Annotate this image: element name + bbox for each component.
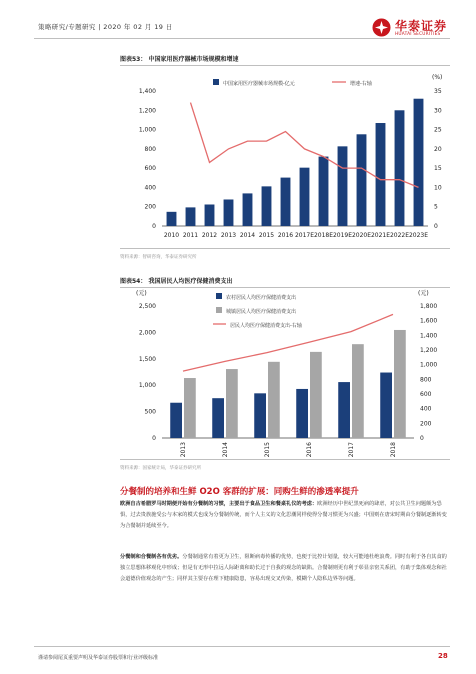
footer-disclaimer: 谨请参阅尾页重要声明及华泰证券股票和行业评级标准	[38, 655, 159, 661]
y-right-tick-label: 5	[434, 203, 438, 211]
y-left-tick-label: 2,000	[138, 329, 156, 337]
bar-rural-spending	[338, 382, 350, 438]
x-tick-label: 2015	[264, 442, 271, 458]
bar-rural-spending	[212, 398, 224, 438]
bar-rural-spending	[380, 373, 392, 438]
figure-54-caption: 我国居民人均医疗保健消费支出	[148, 278, 233, 285]
y-left-tick-label: 1,000	[138, 126, 156, 134]
y-right-tick-label: 1,000	[420, 361, 438, 369]
y-left-tick-label: 500	[144, 408, 156, 416]
y-left-tick-label: 400	[144, 184, 156, 192]
x-tick-label: 2010	[163, 232, 180, 239]
bar-urban-spending	[394, 330, 406, 438]
x-tick-label: 2016	[306, 442, 313, 458]
y-right-tick-label: 10	[434, 184, 442, 192]
y-left-tick-label: 1,000	[138, 382, 156, 390]
figure-53-source: 资料来源：智研咨询，华泰证券研究所	[120, 255, 197, 260]
y-right-unit: (元)	[418, 290, 429, 297]
legend-label-market-size: 中国家用医疗器械市场规模-亿元	[223, 81, 295, 87]
bar-rural-spending	[296, 389, 308, 438]
x-tick-label: 2013	[180, 442, 187, 458]
y-right-tick-label: 1,400	[420, 332, 438, 340]
footer-divider	[34, 646, 450, 647]
y-right-tick-label: 30	[434, 107, 442, 115]
y-left-tick-label: 1,400	[138, 88, 156, 95]
x-tick-label: 2018E	[313, 232, 334, 239]
x-tick-label: 2023E	[408, 232, 429, 239]
legend-swatch-rural	[216, 293, 222, 299]
x-tick-label: 2020E	[351, 232, 372, 239]
x-tick-label: 2019E	[332, 232, 353, 239]
x-tick-label: 2017	[348, 442, 355, 458]
y-right-tick-label: 0	[420, 435, 424, 442]
bar-rural-spending	[170, 403, 182, 438]
x-tick-label: 2011	[182, 232, 199, 239]
y-left-tick-label: 1,200	[138, 107, 156, 115]
x-tick-label: 2018	[390, 442, 397, 458]
legend-label-average: 居民人均医疗保健消费支出-右轴	[230, 323, 302, 329]
paragraph-1	[120, 499, 450, 532]
y-left-tick-label: 600	[144, 165, 156, 173]
bar-urban-spending	[268, 362, 280, 438]
y-right-tick-label: 0	[434, 223, 438, 230]
y-left-tick-label: 0	[152, 223, 156, 230]
y-right-tick-label: 35	[434, 88, 442, 95]
y-right-tick-label: 200	[420, 420, 432, 428]
figure-53-label: 图表53：	[120, 56, 147, 63]
y-left-tick-label: 800	[144, 145, 156, 153]
bar-rural-spending	[254, 393, 266, 438]
paragraph-1-lead: 欧洲自古希腊罗马时期便开始有分餐制的习惯，主要出于食品卫生和餐桌礼仪的考虑：	[120, 501, 318, 507]
y-right-tick-label: 800	[420, 376, 432, 384]
figure-54-bottom-rule	[120, 459, 450, 460]
x-tick-label: 2021E	[370, 232, 391, 239]
y-right-tick-label: 1,600	[420, 317, 438, 325]
bar-urban-spending	[226, 369, 238, 438]
legend-label-growth: 增速-右轴	[350, 81, 372, 87]
y-right-tick-label: 600	[420, 391, 432, 398]
y-left-tick-label: 2,500	[138, 303, 156, 310]
bar-urban-spending	[352, 344, 364, 438]
bar-urban-spending	[310, 352, 322, 438]
legend-label-rural: 农村居民人均医疗保健消费支出	[226, 295, 297, 301]
x-tick-label: 2014	[239, 232, 256, 239]
legend-label-urban: 城镇居民人均医疗保健消费支出	[226, 309, 297, 315]
paragraph-1-body: 欧洲经历中世纪黑死病的肆虐，对公共卫生问题颇为恐惧，过去贵族施受公与本家的模式也成为分餐制传统，而个人主义的文化思潮同样使得分餐习惯更为兴盛；中国则在唐宋时期由分餐制逐渐转变为合餐制并延续至今。	[120, 501, 447, 529]
x-tick-label: 2022E	[389, 232, 410, 239]
y-right-tick-label: 25	[434, 126, 442, 134]
y-right-tick-label: 20	[434, 145, 442, 153]
y-right-tick-label: 1,200	[420, 347, 438, 354]
page-number: 28	[438, 652, 448, 660]
figure-53-caption: 中国家用医疗器械市场规模和增速	[148, 56, 239, 63]
x-tick-label: 2015	[258, 232, 275, 239]
bar-urban-spending	[184, 378, 196, 438]
logo-text-en: HUATAI SECURITIES	[395, 32, 441, 37]
paragraph-2-body: 分餐制通常有着更为卫生，阻断病毒传播的优势，也便于比控计划量，较大可能地杜绝浪费。同时有利于各自其食的独立思想体移观化中形成；但是有无形中拉远人际距离和助长过于自我的观念的缺陷。合餐制则更有利于彰显亲密关系团，有助于集体观念和社会道德价值观念的产生；同样其主要存在理下健康隐患，容易出现交叉传染，模糊个人隐私边界等问题。	[120, 554, 447, 582]
y-left-unit: (元)	[136, 290, 147, 297]
paragraph-2-lead: 分餐制和合餐制各有优劣。	[120, 554, 183, 560]
paragraph-2	[120, 552, 450, 585]
y-left-tick-label: 200	[144, 203, 156, 211]
y-right-tick-label: 15	[434, 165, 442, 173]
x-tick-label: 2016	[277, 232, 294, 239]
y-right-tick-label: 1,800	[420, 303, 438, 310]
report-header: 策略研究/专题研究 | 2020 年 02 月 19 日	[38, 23, 173, 31]
y-left-tick-label: 1,500	[138, 355, 156, 363]
logo-text-cn: 华泰证券	[395, 19, 448, 33]
y-right-tick-label: 400	[420, 405, 432, 413]
section-title: 分餐制的培养和生鲜 O2O 客群的扩展：同购生鲜的渗透率提升	[120, 487, 359, 497]
x-tick-label: 2013	[220, 232, 237, 239]
y-right-unit: (%)	[432, 74, 443, 81]
legend-swatch-urban	[216, 307, 222, 313]
figure-54-source: 资料来源：国家统计局，华泰证券研究所	[120, 466, 201, 471]
x-tick-label: 2014	[222, 442, 229, 458]
x-tick-label: 2012	[201, 232, 218, 239]
y-left-tick-label: 0	[152, 435, 156, 442]
x-tick-label: 2017E	[294, 232, 315, 239]
figure-54-label: 图表54：	[120, 278, 147, 285]
